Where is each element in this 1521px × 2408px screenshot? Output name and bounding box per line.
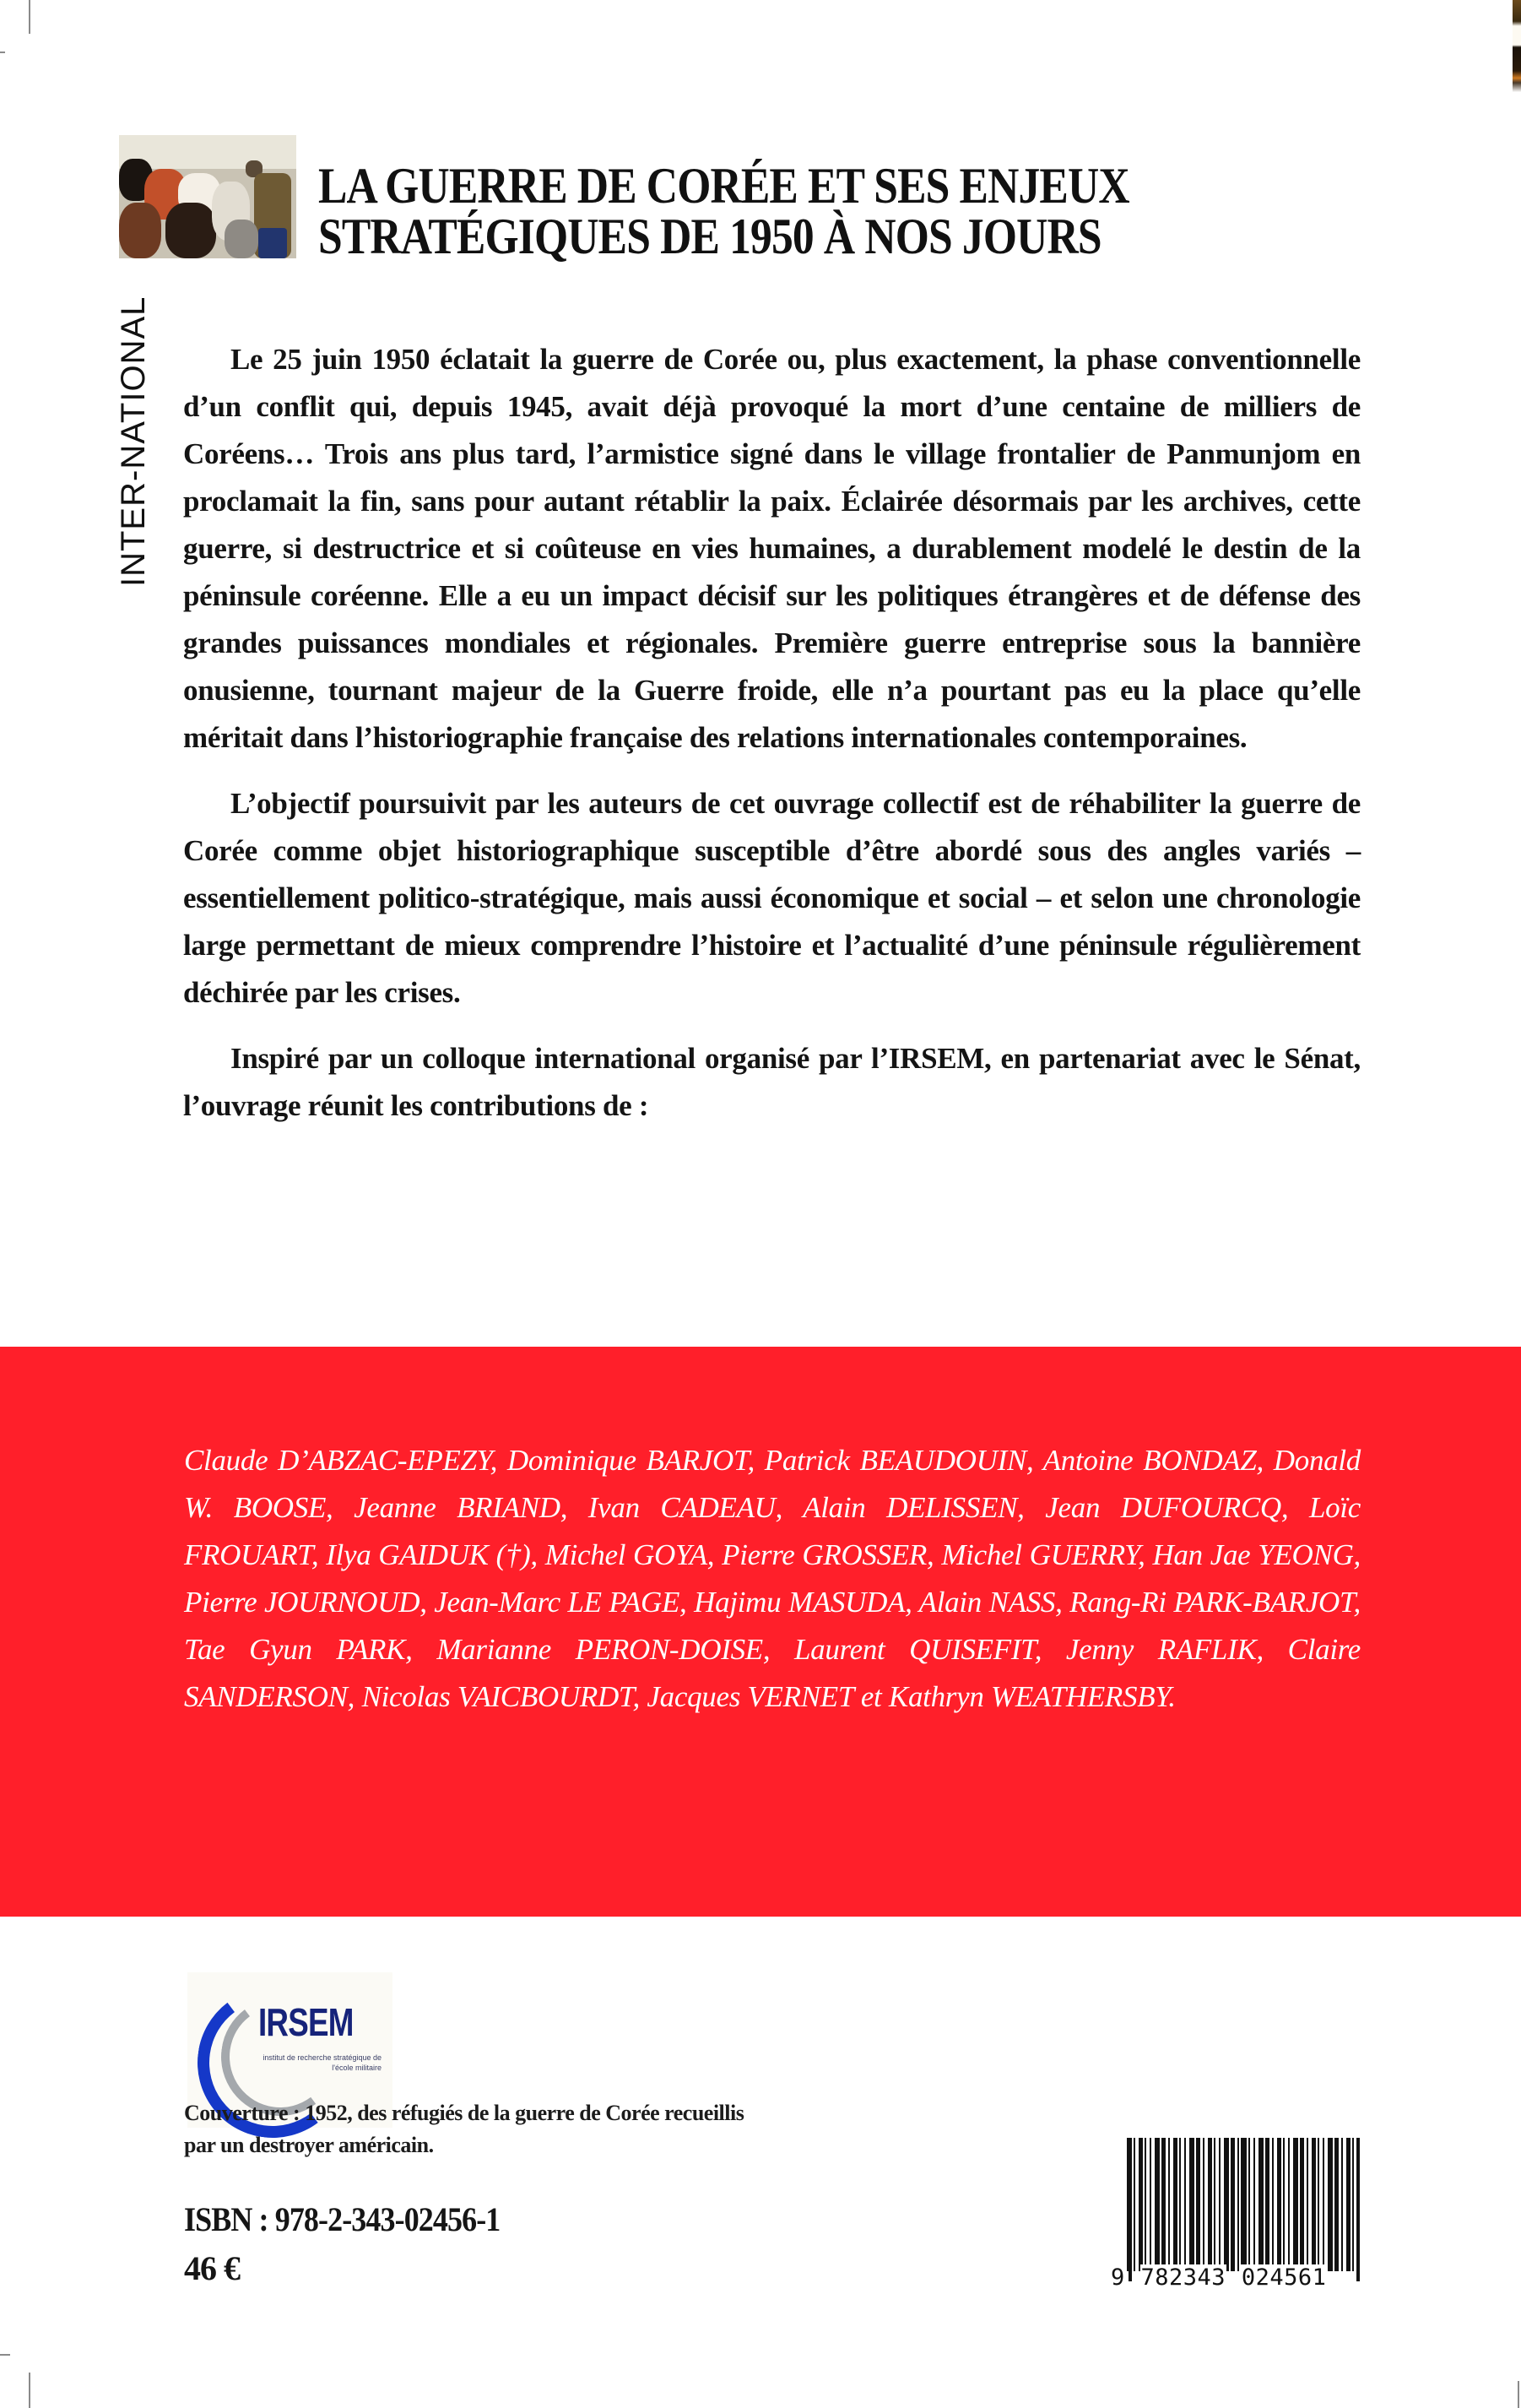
crop-mark-top-left-horizontal <box>0 52 5 53</box>
barcode-left-group: 782343 <box>1140 2264 1226 2291</box>
logo-wordmark: IRSEM <box>258 2000 354 2044</box>
barcode-guard-center <box>1241 2138 1244 2281</box>
series-label: INTER-NATIONAL <box>115 296 152 587</box>
caption-line-1: Couverture : 1952, des réfugiés de la guerre de Corée recueillis <box>184 2101 744 2125</box>
book-title <box>318 160 1189 262</box>
barcode-guard-left <box>1129 2138 1132 2281</box>
cover-caption <box>184 2097 1011 2161</box>
cover-photo-thumbnail <box>119 135 296 258</box>
isbn-number: ISBN : 978-2-343-02456-1 <box>184 2200 501 2238</box>
title-line-2: STRATÉGIQUES DE 1950 À NOS JOURS <box>318 209 1102 264</box>
barcode-guard-right <box>1356 2138 1360 2281</box>
barcode-lead-digit: 9 <box>1111 2264 1125 2291</box>
blurb-paragraph-2: L’objectif poursuivit par les auteurs de cet ouvrage collectif est de réhabiliter la guerre de Corée comme objet historiographique susceptible d’être abordé sous des angles variés – essentiellement politico-stratégique, mais aussi économique et social – et selon une chronologie large permettant de mieux comprendre l’histoire et l’actualité d’une péninsule régulièrement déchirée par les crises. <box>183 787 1361 1009</box>
price: 46 € <box>184 2249 240 2287</box>
crop-mark-bottom-right-vertical <box>1518 2381 1519 2408</box>
crop-mark-bottom-left-vertical <box>29 2373 30 2408</box>
title-line-1: LA GUERRE DE CORÉE ET SES ENJEUX <box>318 158 1129 214</box>
barcode-digits <box>1110 2264 1363 2291</box>
caption-line-2: par un destroyer américain. <box>184 2133 434 2157</box>
spine-edge-artifact <box>1513 0 1521 118</box>
back-cover-blurb <box>183 336 1361 1148</box>
crop-mark-bottom-left-horizontal <box>0 2354 10 2356</box>
contributors-list: Claude D’ABZAC-EPEZY, Dominique BARJOT, Patrick BEAUDOUIN, Antoine BONDAZ, Donald W. BOOSE, Jeanne BRIAND, Ivan CADEAU, Alain DELISSEN, Jean DUFOURCQ, Loïc FROUART, Ilya GAIDUK (†), Michel GOYA, Pierre GROSSER, Michel GUERRY, Han Jae YEONG, Pierre JOURNOUD, Jean-Marc LE PAGE, Hajimu MASUDA, Alain NASS, Rang-Ri PARK-BARJOT, Tae Gyun PARK, Marianne PERON-DOISE, Laurent QUISEFIT, Jenny RAFLIK, Claire SANDERSON, Nicolas VAICBOURDT, Jacques VERNET et Kathryn WEATHERSBY. <box>184 1444 1361 1713</box>
blurb-paragraph-3: Inspiré par un colloque international organisé par l’IRSEM, en partenariat avec le Sénat, l’ouvrage réunit les contributions de : <box>183 1042 1361 1122</box>
blurb-paragraph-1: Le 25 juin 1950 éclatait la guerre de Corée ou, plus exactement, la phase conventionnelle d’un conflit qui, depuis 1945, avait déjà provoqué la mort d’une centaine de milliers de Coréens… Trois ans plus tard, l’armistice signé dans le village frontalier de Panmunjom en proclamait la fin, sans pour autant rétablir la paix. Éclairée désormais par les archives, cette guerre, si destructrice et si coûteuse en vies humaines, a durablement modelé le destin de la péninsule coréenne. Elle a eu un impact décisif sur les politiques étrangères et de défense des grandes puissances mondiales et régionales. Première guerre entreprise sous la bannière onusienne, tournant majeur de la Guerre froide, elle n’a pourtant pas eu la place qu’elle méritait dans l’historiographie française des relations internationales contemporaines. <box>183 343 1361 754</box>
logo-subtitle: institut de recherche stratégique de l'école militaire <box>263 2053 382 2072</box>
crop-mark-top-left-vertical <box>29 0 30 34</box>
isbn-barcode <box>1110 2138 1363 2294</box>
barcode-right-group: 024561 <box>1241 2264 1327 2291</box>
